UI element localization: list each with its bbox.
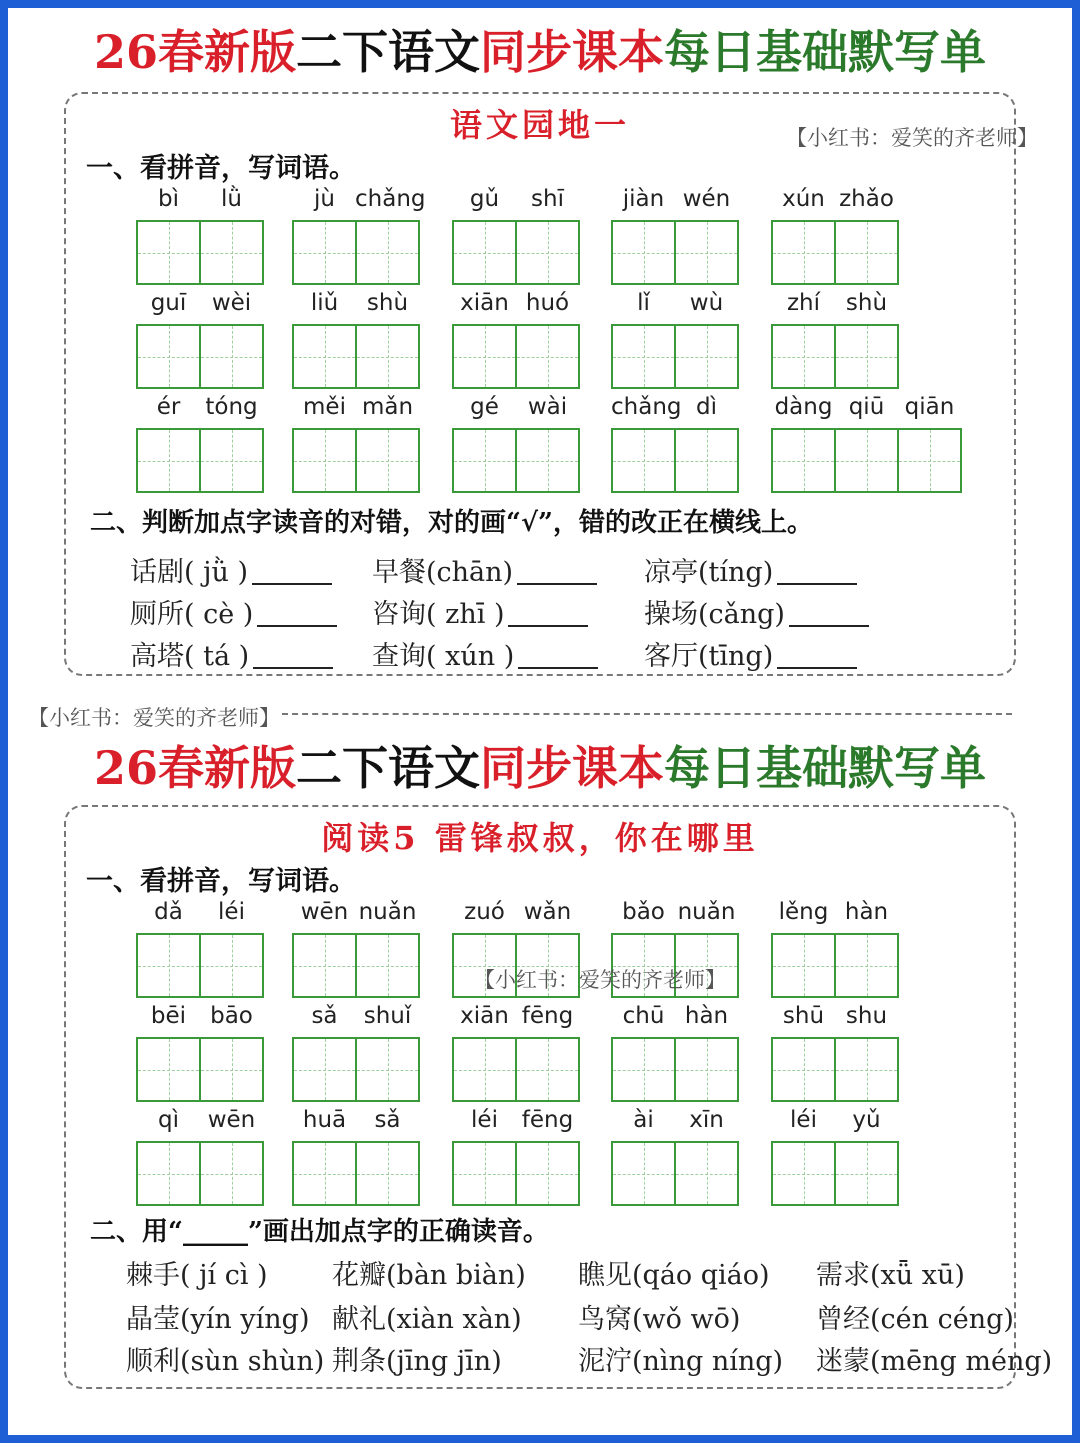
choice-item[interactable]: 顺利(sùn shùn) — [126, 1346, 325, 1377]
writing-boxes — [292, 1037, 418, 1102]
answer-line[interactable] — [508, 625, 588, 627]
writing-boxes — [452, 428, 578, 493]
writing-boxes — [611, 1141, 737, 1206]
choice-item[interactable]: 瞧见(qáo qiáo) — [578, 1260, 770, 1291]
tianzige-box[interactable] — [136, 933, 201, 998]
pinyin-label: xiān — [460, 1003, 509, 1029]
judge-word: 话剧( jǜ ) — [130, 557, 248, 588]
pinyin-label: xiān — [460, 290, 509, 316]
tianzige-box[interactable] — [611, 324, 676, 389]
judge-item — [644, 634, 857, 673]
tianzige-box[interactable] — [199, 220, 264, 285]
pinyin-label: zhǎo — [839, 186, 894, 212]
tianzige-box[interactable] — [834, 428, 899, 493]
pinyin-label: nuǎn — [677, 899, 736, 925]
judge-word: 查询( xún ) — [372, 641, 515, 672]
judge-word: 操场(cǎng) — [644, 599, 785, 630]
answer-line[interactable] — [789, 625, 869, 627]
tianzige-box[interactable] — [674, 428, 739, 493]
answer-line[interactable] — [777, 583, 857, 585]
tianzige-box[interactable] — [834, 1037, 899, 1102]
tianzige-box[interactable] — [674, 220, 739, 285]
tianzige-box[interactable] — [292, 428, 357, 493]
tianzige-box[interactable] — [515, 1141, 580, 1206]
writing-boxes — [771, 220, 897, 285]
judge-word: 凉亭(tíng) — [644, 557, 774, 588]
choice-item[interactable]: 荆条(jīng jīn) — [332, 1346, 502, 1377]
pinyin-label: lěng — [778, 899, 829, 925]
pinyin-label: mǎn — [361, 394, 414, 420]
pinyin-label: shuǐ — [363, 1003, 412, 1029]
writing-boxes — [771, 933, 897, 998]
judge-word: 咨询( zhī ) — [372, 599, 505, 630]
pinyin-label: huó — [525, 290, 570, 316]
answer-line[interactable] — [777, 667, 857, 669]
pinyin-label: lǜ — [221, 186, 242, 212]
writing-boxes — [136, 1037, 262, 1102]
writing-boxes — [292, 1141, 418, 1206]
page-title: 26春新版二下语文同步课本每日基础默写单 — [93, 25, 986, 79]
pinyin-label: jiàn — [622, 186, 665, 212]
watermark: 【小红书：爱笑的齐老师】 — [786, 126, 1038, 150]
writing-boxes — [452, 1141, 578, 1206]
tianzige-box[interactable] — [136, 220, 201, 285]
section-subtitle: 语文园地一 — [449, 106, 630, 144]
pinyin-label: bì — [158, 186, 179, 212]
pinyin-label: lǐ — [637, 290, 650, 316]
writing-boxes — [452, 220, 578, 285]
tianzige-box[interactable] — [292, 220, 357, 285]
tianzige-box[interactable] — [515, 428, 580, 493]
pinyin-label: wén — [682, 186, 731, 212]
pinyin-label: dàng — [774, 394, 833, 420]
choice-item[interactable]: 曾经(cén céng) — [816, 1304, 1014, 1335]
tianzige-box[interactable] — [136, 1141, 201, 1206]
tianzige-box[interactable] — [292, 1037, 357, 1102]
tianzige-box[interactable] — [611, 428, 676, 493]
judge-word: 早餐(chān) — [372, 557, 514, 588]
section-subtitle: 阅读5 雷锋叔叔，你在哪里 — [321, 819, 759, 857]
judge-item — [372, 592, 588, 631]
writing-boxes — [452, 324, 578, 389]
watermark: 【小红书：爱笑的齐老师】 — [28, 706, 280, 730]
tianzige-box[interactable] — [199, 428, 264, 493]
tianzige-box[interactable] — [452, 324, 517, 389]
pinyin-label: xún — [782, 186, 825, 212]
pinyin-label: shù — [845, 290, 888, 316]
choice-item[interactable]: 棘手( jí cì ) — [126, 1260, 268, 1291]
tianzige-box[interactable] — [771, 1141, 836, 1206]
pinyin-label: wài — [527, 394, 568, 420]
tianzige-box[interactable] — [834, 324, 899, 389]
answer-line[interactable] — [253, 667, 333, 669]
pinyin-label: wēn — [207, 1107, 256, 1133]
judge-item — [130, 634, 333, 673]
tianzige-box[interactable] — [199, 1141, 264, 1206]
tianzige-box[interactable] — [674, 1141, 739, 1206]
writing-boxes — [771, 428, 960, 493]
judge-item — [644, 550, 857, 589]
tianzige-box[interactable] — [897, 428, 962, 493]
writing-boxes — [136, 324, 262, 389]
pinyin-label: měi — [303, 394, 346, 420]
tianzige-box[interactable] — [199, 933, 264, 998]
watermark: 【小红书：爱笑的齐老师】 — [474, 968, 726, 992]
judge-item — [372, 550, 597, 589]
tianzige-box[interactable] — [292, 1141, 357, 1206]
writing-boxes — [771, 1037, 897, 1102]
writing-boxes — [611, 428, 737, 493]
judge-item — [130, 550, 332, 589]
answer-line[interactable] — [518, 667, 598, 669]
pinyin-label: léi — [218, 899, 245, 925]
tianzige-box[interactable] — [834, 933, 899, 998]
pinyin-label: zuó — [464, 899, 505, 925]
pinyin-label: bēi — [150, 1003, 187, 1029]
tianzige-box[interactable] — [771, 428, 836, 493]
writing-boxes — [136, 1141, 262, 1206]
pinyin-label: qì — [158, 1107, 179, 1133]
pinyin-label: ér — [156, 394, 181, 420]
pinyin-label: shù — [366, 290, 409, 316]
choice-item[interactable]: 献礼(xiàn xàn) — [332, 1304, 522, 1335]
pinyin-label: qiān — [904, 394, 955, 420]
writing-boxes — [136, 428, 262, 493]
choice-item[interactable]: 花瓣(bàn biàn) — [332, 1260, 526, 1291]
tianzige-box[interactable] — [771, 933, 836, 998]
section-heading: 一、看拼音，写词语。 — [86, 153, 356, 184]
tianzige-box[interactable] — [355, 1141, 420, 1206]
writing-boxes — [611, 1037, 737, 1102]
writing-boxes — [292, 324, 418, 389]
judge-item — [130, 592, 337, 631]
page-title: 26春新版二下语文同步课本每日基础默写单 — [93, 741, 986, 795]
tianzige-box[interactable] — [136, 324, 201, 389]
tianzige-box[interactable] — [136, 1037, 201, 1102]
pinyin-label: dǎ — [154, 899, 183, 925]
pinyin-label: hàn — [684, 1003, 729, 1029]
pinyin-label: liǔ — [310, 290, 339, 316]
pinyin-label: bǎo — [622, 899, 665, 925]
choice-item[interactable]: 需求(xǖ xū) — [816, 1260, 965, 1291]
divider — [282, 713, 1012, 715]
tianzige-box[interactable] — [355, 324, 420, 389]
pinyin-label: chǎng — [611, 394, 682, 420]
section-heading: 一、看拼音，写词语。 — [86, 866, 356, 897]
tianzige-box[interactable] — [292, 933, 357, 998]
pinyin-label: wù — [689, 290, 724, 316]
tianzige-box[interactable] — [771, 1037, 836, 1102]
pinyin-label: ài — [633, 1107, 654, 1133]
pinyin-label: huā — [302, 1107, 347, 1133]
writing-boxes — [136, 933, 262, 998]
tianzige-box[interactable] — [515, 324, 580, 389]
writing-boxes — [611, 324, 737, 389]
pinyin-label: guī — [150, 290, 187, 316]
pinyin-label: nuǎn — [358, 899, 417, 925]
tianzige-box[interactable] — [515, 220, 580, 285]
pinyin-label: gé — [470, 394, 499, 420]
judge-word: 高塔( tá ) — [130, 641, 250, 672]
tianzige-box[interactable] — [136, 428, 201, 493]
section-heading: 二、用“_____”画出加点字的正确读音。 — [90, 1217, 549, 1247]
tianzige-box[interactable] — [355, 428, 420, 493]
pinyin-label: hàn — [844, 899, 889, 925]
choice-item[interactable]: 晶莹(yín yíng) — [126, 1304, 310, 1335]
tianzige-box[interactable] — [611, 220, 676, 285]
pinyin-label: jù — [314, 186, 335, 212]
pinyin-label: sǎ — [311, 1003, 338, 1029]
tianzige-box[interactable] — [674, 1037, 739, 1102]
tianzige-box[interactable] — [834, 220, 899, 285]
tianzige-box[interactable] — [355, 1037, 420, 1102]
pinyin-label: wēn — [300, 899, 349, 925]
tianzige-box[interactable] — [199, 324, 264, 389]
answer-line[interactable] — [252, 583, 332, 585]
pinyin-label: xīn — [689, 1107, 724, 1133]
writing-boxes — [452, 1037, 578, 1102]
pinyin-label: wèi — [211, 290, 252, 316]
pinyin-label: sǎ — [374, 1107, 401, 1133]
writing-boxes — [292, 428, 418, 493]
answer-line[interactable] — [257, 625, 337, 627]
tianzige-box[interactable] — [611, 1141, 676, 1206]
tianzige-box[interactable] — [452, 1037, 517, 1102]
worksheet-panel-2 — [64, 805, 1053, 1389]
writing-boxes — [292, 933, 418, 998]
answer-line[interactable] — [517, 583, 597, 585]
pinyin-label: dì — [696, 394, 717, 420]
pinyin-label: chǎng — [355, 186, 426, 212]
pinyin-label: léi — [790, 1107, 817, 1133]
pinyin-label: bāo — [210, 1003, 253, 1029]
pinyin-label: tóng — [205, 394, 258, 420]
pinyin-label: yǔ — [852, 1107, 881, 1133]
tianzige-box[interactable] — [452, 1141, 517, 1206]
pinyin-label: shu — [845, 1003, 888, 1029]
judge-word: 客厅(tīng) — [644, 641, 774, 672]
worksheet-panel-1 — [64, 92, 1016, 676]
judge-word: 厕所( cè ) — [130, 599, 254, 630]
pinyin-label: wǎn — [523, 899, 572, 925]
writing-boxes — [136, 220, 262, 285]
tianzige-box[interactable] — [355, 933, 420, 998]
section-heading: 二、判断加点字读音的对错，对的画“√”，错的改正在横线上。 — [90, 508, 813, 538]
pinyin-label: gǔ — [469, 186, 500, 212]
choice-item[interactable]: 鸟窝(wǒ wō) — [578, 1304, 741, 1335]
tianzige-box[interactable] — [452, 220, 517, 285]
choice-item[interactable]: 迷蒙(mēng méng) — [816, 1346, 1053, 1377]
writing-boxes — [771, 324, 897, 389]
choice-item[interactable]: 泥泞(nìng níng) — [578, 1346, 784, 1377]
pinyin-label: fēng — [521, 1107, 574, 1133]
tianzige-box[interactable] — [771, 324, 836, 389]
pinyin-label: shī — [531, 186, 564, 212]
pinyin-label: qiū — [848, 394, 885, 420]
pinyin-label: fēng — [521, 1003, 574, 1029]
tianzige-box[interactable] — [674, 324, 739, 389]
writing-boxes — [771, 1141, 897, 1206]
tianzige-box[interactable] — [771, 220, 836, 285]
tianzige-box[interactable] — [515, 1037, 580, 1102]
tianzige-box[interactable] — [452, 428, 517, 493]
tianzige-box[interactable] — [355, 220, 420, 285]
tianzige-box[interactable] — [199, 1037, 264, 1102]
tianzige-box[interactable] — [292, 324, 357, 389]
pinyin-label: zhí — [786, 290, 821, 316]
judge-item — [372, 634, 598, 673]
pinyin-label: shū — [782, 1003, 825, 1029]
tianzige-box[interactable] — [834, 1141, 899, 1206]
tianzige-box[interactable] — [611, 1037, 676, 1102]
pinyin-label: léi — [471, 1107, 498, 1133]
writing-boxes — [611, 220, 737, 285]
pinyin-label: chū — [622, 1003, 665, 1029]
writing-boxes — [292, 220, 418, 285]
judge-item — [644, 592, 869, 631]
